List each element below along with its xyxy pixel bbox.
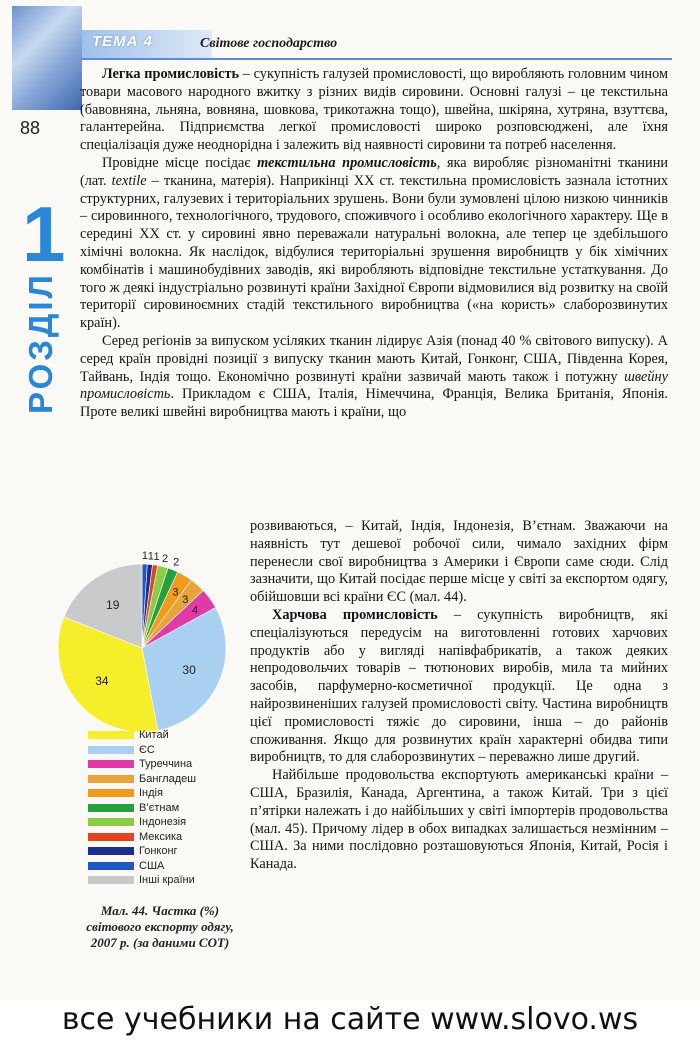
header-globe-image (12, 6, 82, 110)
legend-label: В’єтнам (139, 801, 180, 814)
legend-swatch (88, 833, 134, 841)
main-text-right (250, 518, 668, 874)
pie-chart (40, 520, 245, 735)
paragraph-text: . Прикладом є США, Італія, Німеччина, Франція, Велика Британія, Японія. Проте великі швейні виробництва мають і країни, що (80, 386, 668, 421)
pie-data-label-3: 4 (191, 604, 199, 617)
pie-data-label-7: 2 (162, 552, 169, 565)
pie-data-label-2: 30 (182, 663, 196, 678)
footer-watermark-text: все учебники на сайте www.slovo.ws (61, 1002, 639, 1037)
legend-item-5 (88, 786, 196, 801)
term-textile: текстильна промисловість (257, 154, 437, 171)
legend-item-1 (88, 728, 196, 743)
legend-item-4 (88, 772, 196, 787)
figure-caption: Мал. 44. Частка (%) світового експорту одягу, 2007 р. (за даними СОТ) (86, 903, 234, 950)
legend-label: ЄС (139, 743, 155, 756)
pie-data-label-4: 3 (182, 593, 189, 606)
legend-swatch (88, 862, 134, 870)
legend-item-11 (88, 873, 196, 888)
term-food-industry: Харчова промисловість (272, 606, 438, 623)
pie-data-label-5: 3 (172, 586, 179, 599)
legend-swatch (88, 804, 134, 812)
legend-swatch (88, 746, 134, 754)
paragraph-text: – сукупність галузей промисловості, що виробляють головним чином товари масового народного вжитку з різних видів сировини. Основні галузі – це текстильна (бавовняна, льняна, вовняна, шовкова, трикотажна тощо), швейна, шкіряна, хутряна, взуттєва, галантерейна. Підприємства легкої промисловості широко розповсюджені, але їхня спеціалізація дуже неоднорідна і залежить від наявності сировини та потреб населення. (80, 66, 668, 154)
paragraph-regions (80, 333, 668, 422)
term-light-industry: Легка промисловість (102, 66, 240, 82)
paragraph-text: Серед регіонів за випуском усіляких тканин лідирує Азія (понад 40 % світового випуску). А серед країн провідні позиції з випуску тканин мають Китай, Гонконг, США, Південна Корея, Тайвань, Індія тощо. Економічно розвинуті країни зазвичай мають також і потужну (80, 332, 668, 385)
paragraph-light-industry (80, 66, 668, 155)
header-rule (82, 58, 672, 60)
legend-item-3 (88, 757, 196, 772)
pie-data-label-10: 1 (141, 550, 148, 562)
pie-data-label-9: 1 (147, 550, 154, 563)
pie-data-label-6: 2 (173, 556, 180, 569)
pie-data-label-1: 34 (95, 674, 109, 689)
legend-swatch (88, 760, 134, 768)
pie-data-label-8: 1 (153, 551, 160, 564)
legend-label: Гонконг (139, 845, 178, 858)
paragraph-food-export: Найбільше продовольства експортують американські країни – США, Бразилія, Канада, Аргентина, а також Китай. Три з цієї п’ятірки належать і до найбільших у світі імпортерів продовольства (мал. 45). Причому лідер в обох випадках залишається незмінним – США. За ними послідовно розташовуються Японія, Китай, Росія і Канада. (250, 767, 668, 873)
legend-label: США (139, 859, 165, 872)
latin-word: textile (111, 172, 147, 189)
legend-item-6 (88, 801, 196, 816)
legend-swatch (88, 847, 134, 855)
term-sewing: швейну промисловість (80, 368, 668, 403)
legend-item-2 (88, 743, 196, 758)
section-label: РОЗДІЛ (22, 272, 59, 414)
main-text-top (80, 66, 668, 422)
paragraph-textile (80, 155, 668, 333)
legend-label: Мексика (139, 830, 183, 843)
legend-swatch (88, 789, 134, 797)
legend-swatch (88, 775, 134, 783)
pie-data-label-11: 19 (106, 597, 120, 612)
legend-label: Китай (139, 729, 169, 742)
legend-label: Індія (139, 787, 163, 800)
paragraph-text: – тканина, матерія). Наприкінці ХХ ст. текстильна промисловість зазнала істотних структурних, галузевих і територіальних зрушень. Вони були зумовлені цілою низкою чинників – сировинного, технологічного, трудового, споживчого і особливо екологічного характеру. Ще в середині ХХ ст. у сировині явно переважали натуральні волокна, але тепер це здебільшого хімічні волокна. Як наслідок, відбулися територіальні зрушення виробництв у бік хімічних комбінатів і машинобудівних заводів, які виробляють відповідне текстильне устаткування. До того ж деякі індустріально розвинуті країни Західної Європи відмовилися від розвитку на своїй території сировиноємних стадій текстильного виробництва («на користь» слаборозвинутих країн). (80, 172, 668, 332)
legend-item-10 (88, 859, 196, 874)
paragraph-text: , яка виробляє різноманітні тканини (лат. (80, 154, 669, 189)
legend-item-7 (88, 815, 196, 830)
legend-label: Бангладеш (139, 772, 197, 785)
legend-swatch (88, 731, 134, 739)
legend-item-8 (88, 830, 196, 845)
paragraph-text: Провідне місце посідає (102, 154, 258, 171)
legend-label: Інші країни (139, 874, 195, 887)
legend-swatch (88, 818, 134, 826)
paragraph-continued: розвиваються, – Китай, Індія, Індонезія, В’єтнам. Зважаючи на наявність тут дешевої робочої сили, чимало західних фірм перенесли свої виробництва з Америки і Європи саме сюди. Слід зазначити, що Китай посідає перше місце у світі за експортом одягу, обійшовши всі країни ЄС (мал. 44). (250, 518, 668, 606)
section-title: Світове господарство (200, 36, 338, 51)
page-number: 88 (20, 118, 41, 138)
paragraph-food-industry (250, 607, 668, 767)
topic-label: ТЕМА 4 (92, 33, 154, 50)
paragraph-text: – сукупність виробництв, які спеціалізуються передусім на виготовленні готових харчових продуктів або у вигляді напівфабрикатів, а також деяких непродовольчих товарів – тютюнових виробів, мила та мийних засобів, парфумерно-косметичної продукції. Це одна з найрозвиненіших галузей промисловості світу. Частина виробництв цієї промисловості тяжіє до сировини, інша – до районів споживання. Якщо для розвинутих країн характерні обидва типи виробництв, то для слаборозвинутих – переважно лише другий. (250, 606, 668, 766)
legend-swatch (88, 876, 134, 884)
legend-label: Туреччина (139, 758, 193, 771)
legend-label: Індонезія (139, 816, 187, 829)
chart-legend (88, 728, 196, 888)
section-number: 1 (22, 190, 66, 278)
legend-item-9 (88, 844, 196, 859)
